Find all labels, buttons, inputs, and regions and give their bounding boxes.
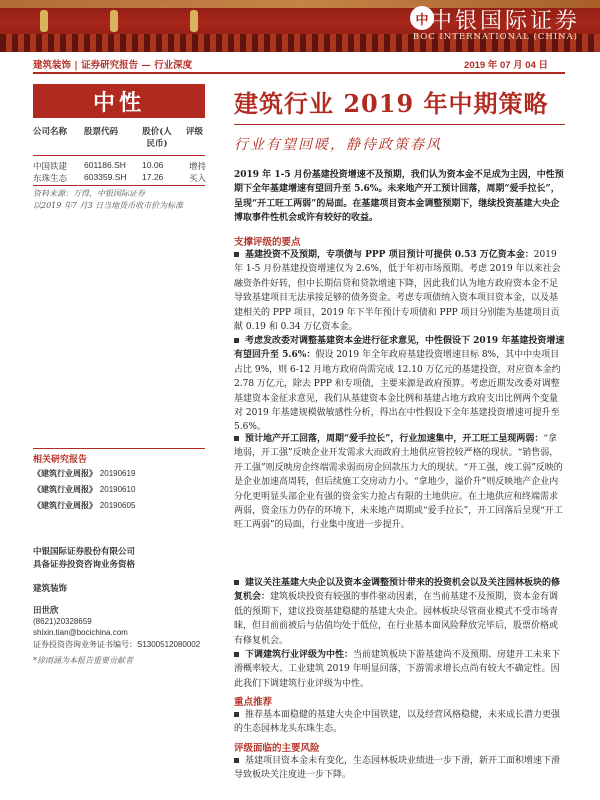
list-item: 预计地产开工回落，周期“爱手拉长”，行业加速集中，开工旺工呈现两弱：“拿地弱，开工强”反映企业开发需求大而政府土地供应管控较严格的现状。“销售弱，开工强”则反映房企终端需求弱而房企回款压力大的现状。“开工强，竣工弱”反映的是企业加速高周转，但后续施工交房动力小。“拿地少，溢价升”则反映地产企业内分化更明显头部企业有强的资金实力抢占有限的土地供应。在土地供应和终端需求两弱，资金压力仍存的环境下，未来地产周期或“爱手拉长”，开工回落后呈现“开工旺工两弱”的局面，行业集中度进一步提升。 — [234, 434, 563, 531]
table-cell: 东珠生态 — [33, 174, 68, 184]
bullet-icon — [234, 712, 239, 717]
table-divider — [33, 155, 205, 156]
related-report-link[interactable]: 《建筑行业周报》 20190605 — [33, 500, 136, 510]
table-header: 评级 — [186, 127, 204, 137]
bullet-icon — [234, 580, 239, 585]
related-report-link[interactable]: 《建筑行业周报》 20190619 — [33, 468, 136, 478]
table-header: 股票代码 — [84, 127, 119, 137]
list-item: 建议关注基建大央企以及资本金调整预计带来的投资机会以及关注园林板块的修复机会：建筑板块投资有较强的事件驱动因素，在当前基建不及预期，资本金有调低的预期下，建议投资基建稳健的基建大央企。园林板块尽管商业模式不受市场青睐，但目前前被后与估值均处于低位，在行业基本面风险释放完毕后，股票价格或有修复机会。 — [234, 578, 561, 646]
analyst-phone: (8621)20328659 — [33, 617, 92, 626]
report-title: 建筑行业 2019 年中期策略 — [234, 89, 549, 118]
report-date: 2019 年 07 月 04 日 — [464, 60, 548, 71]
analyst-certificate: 证券投资咨询业务证书编号：S1300512080002 — [33, 640, 201, 649]
bullet-icon — [234, 436, 239, 441]
list-item: 下调建筑行业评级为中性：当前建筑板块下游基建尚不及预期、房建开工未来下滑概率较大、工业建筑 2019 年明显回落，下游需求增长点尚有较大不确定性。因此我们下调建筑行业评级为中性。 — [234, 650, 561, 689]
table-header: 股价(人民币) — [142, 127, 172, 149]
table-header: 公司名称 — [33, 127, 68, 137]
breadcrumb: 建筑装饰 | 证券研究报告 — 行业深度 — [33, 60, 193, 71]
contributor-footnote: *徐雨涵为本报告重要贡献者 — [33, 656, 133, 665]
table-cell: 增持 — [189, 162, 207, 172]
lantern-icon — [190, 10, 198, 32]
bullet-icon — [234, 252, 239, 257]
analyst-email[interactable]: shixin.tian@bocichina.com — [33, 628, 128, 637]
rating-badge: 中性 — [33, 84, 205, 118]
related-reports-title: 相关研究报告 — [33, 455, 88, 465]
section-heading-points: 支撑评级的要点 — [234, 237, 301, 248]
section-heading-risks: 评级面临的主要风险 — [234, 743, 320, 754]
list-item: 推荐基本面稳健的基建大央企中国铁建，以及经营风格稳健，未来成长潜力更强的生态园林龙头东珠生态。 — [234, 710, 561, 735]
bullet-icon — [234, 758, 239, 763]
table-divider — [33, 185, 205, 186]
company-logo-english: BOC INTERNATIONAL (CHINA) — [412, 32, 578, 42]
title-divider — [234, 124, 565, 125]
analyst-sector: 建筑装饰 — [33, 584, 68, 594]
header-banner — [0, 0, 600, 52]
company-logo-text: 中银国际证券 — [429, 9, 580, 34]
company-qualification: 具备证券投资咨询业务资格 — [33, 560, 136, 570]
section-divider — [33, 448, 205, 449]
section-heading-picks: 重点推荐 — [234, 697, 273, 708]
bullet-icon — [234, 652, 239, 657]
related-report-link[interactable]: 《建筑行业周报》 20190610 — [33, 484, 136, 494]
table-cell: 10.06 — [142, 160, 164, 170]
bullet-icon — [234, 338, 239, 343]
list-item: 基建投资不及预期，专项债与 PPP 项目预计可提供 0.53 万亿资本金：2019 年 1-5 月份基建投资增速仅为 2.6%，低于年初市场预期。考虑 2019 年以来社会融资条件好转，但中长期信贷和贷款增速下降，因此我们认为地方政府资本金不足导致基建项目无法承接足够的债务资金。考虑专项债纳入资本项目资本金，以及基建相关的 PPP 项目，2019 年下半年预计专项债和 PPP 项目分别能为基建项目贡献 0.19 和 0.34 万亿资本金。 — [234, 250, 561, 333]
table-price-note: 以2019 年7 月3 日当地货币收市价为标准 — [33, 201, 184, 210]
table-source-note: 资料来源：万得，中银国际证券 — [33, 189, 145, 198]
analyst-name: 田世欣 — [33, 606, 59, 616]
header-divider — [33, 72, 565, 74]
report-subtitle: 行业有望回暖，静待政策春风 — [234, 137, 442, 153]
lantern-icon — [110, 10, 118, 32]
list-item: 基建项目资本金未有变化，生态园林板块业绩进一步下滑，新开工面积增速下滑导致板块关注度进一步下降。 — [234, 756, 561, 781]
table-cell: 中国铁建 — [33, 162, 68, 172]
table-cell: 17.26 — [142, 172, 164, 182]
summary-paragraph: 2019 年 1-5 月份基建投资增速不及预期，我们认为资本金不足成为主因，中性预期下全年基建增速有望回升至 5.6%。未来地产开工预计回落，周期“爱手拉长”，呈现“开工旺工两弱”的局面。在基建项目资本金调整预期下，继续投资基建大央企博取事件性机会或许有较好的收益。 — [234, 170, 564, 224]
list-item: 考虑发改委对调整基建资本金进行征求意见，中性假设下 2019 年基建投资增速有望回升至 5.6%：假设 2019 年全年政府基建投资增速目标 8%，其中中央项目占比 9%，则 6-12 月地方政府尚需完成 12.10 万亿元的基建投资，对应资本金约 2.78 万亿元，除去 PPP 和专项债，主要来源是政府预算。考虑近期发改委对调整基建资本金征求意见，我们从基建资本金比例和基建占地方政府支出比例两个变量对 2019 年基建规模做敏感性分析，得出在中性假设下全年基建投资增速可提升至 5.6%。 — [234, 336, 565, 433]
table-cell: 买入 — [189, 174, 207, 184]
lantern-icon — [40, 10, 48, 32]
table-cell: 603359.SH — [84, 172, 127, 182]
boc-logo-icon: 中 — [410, 6, 434, 30]
table-cell: 601186.SH — [84, 160, 126, 170]
company-name: 中银国际证券股份有限公司 — [33, 547, 136, 557]
